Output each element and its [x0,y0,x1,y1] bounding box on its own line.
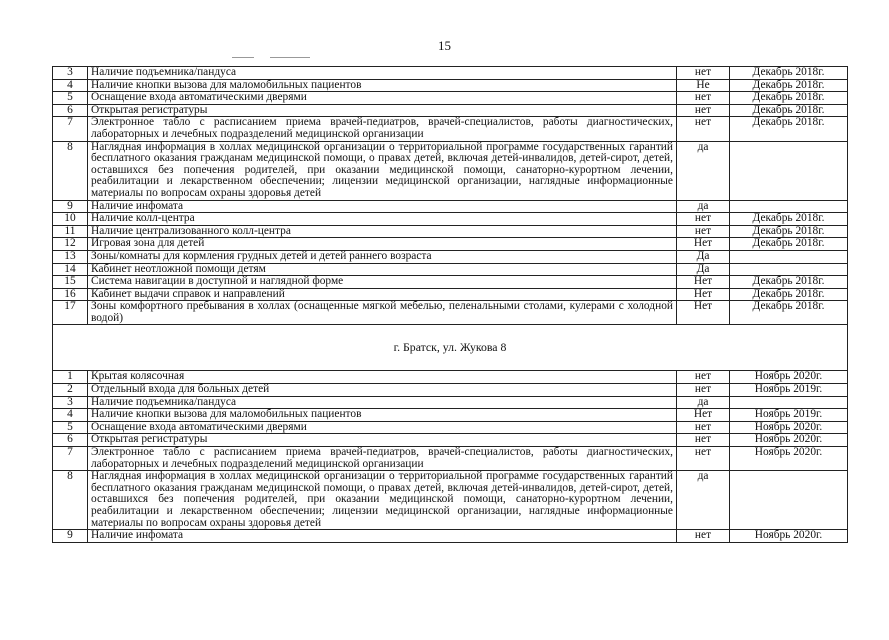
table-row [53,238,848,251]
row-description: Игровая зона для детей [88,238,677,251]
row-deadline: Декабрь 2018г. [730,238,848,251]
table-row [53,250,848,263]
row-deadline: Ноябрь 2020г. [730,371,848,384]
row-deadline: Декабрь 2018г. [730,92,848,105]
row-description: Наличие кнопки вызова для маломобильных пациентов [88,409,677,422]
table-row [53,471,848,530]
table-row [53,92,848,105]
row-description: Наглядная информация в холлах медицинской организации о территориальной программе государственных гарантий бесплатного оказания гражданам медицинской помощи, о правах детей, включая детей-инвалидов, детей-сирот, детей, оставшихся без попечения родителей, при оказании медицинской помощи, санаторно-курортном лечении, реабилитации и лекарственном обеспечении; лицензии медицинской организации, наглядные информационные материалы по вопросам охраны здоровья детей [88,471,677,530]
row-number: 17 [53,301,88,325]
row-description: Оснащение входа автоматическими дверями [88,92,677,105]
row-description: Открытая регистратуры [88,434,677,447]
section-2-header [53,325,848,371]
row-deadline: Ноябрь 2019г. [730,384,848,397]
table-row [53,200,848,213]
row-deadline: Ноябрь 2020г. [730,447,848,471]
table-row [53,371,848,384]
section-1-body [53,67,848,325]
row-status: нет [677,421,730,434]
table-row [53,301,848,325]
row-deadline [730,200,848,213]
row-number: 6 [53,104,88,117]
measures-table [52,66,848,543]
row-status: нет [677,104,730,117]
row-number: 5 [53,92,88,105]
row-description: Наличие подъемника/пандуса [88,67,677,80]
row-description: Оснащение входа автоматическими дверями [88,421,677,434]
row-deadline: Декабрь 2018г. [730,288,848,301]
table-row [53,79,848,92]
row-number: 8 [53,141,88,200]
row-deadline: Ноябрь 2020г. [730,434,848,447]
row-status: нет [677,384,730,397]
row-deadline [730,396,848,409]
row-description: Система навигации в доступной и наглядной форме [88,276,677,289]
row-status: Нет [677,276,730,289]
row-deadline: Декабрь 2018г. [730,276,848,289]
row-description: Наличие колл-центра [88,213,677,226]
row-status: нет [677,447,730,471]
row-description: Электронное табло с расписанием приема врачей-педиатров, врачей-специалистов, работы диагностических, лабораторных и лечебных подразделений медицинской организации [88,117,677,141]
row-description: Наличие инфомата [88,200,677,213]
row-deadline: Декабрь 2018г. [730,213,848,226]
table-row [53,141,848,200]
row-number: 2 [53,384,88,397]
table-row [53,276,848,289]
row-number: 7 [53,447,88,471]
row-number: 15 [53,276,88,289]
row-deadline: Ноябрь 2019г. [730,409,848,422]
table-row [53,263,848,276]
row-status: Нет [677,301,730,325]
row-status: нет [677,67,730,80]
row-description: Кабинет неотложной помощи детям [88,263,677,276]
row-description: Крытая колясочная [88,371,677,384]
row-status: Нет [677,238,730,251]
table-row [53,117,848,141]
row-number: 14 [53,263,88,276]
row-description: Открытая регистратуры [88,104,677,117]
row-deadline [730,471,848,530]
row-status: да [677,396,730,409]
row-status: нет [677,434,730,447]
row-description: Наглядная информация в холлах медицинской организации о территориальной программе государственных гарантий бесплатного оказания гражданам медицинской помощи, о правах детей, включая детей-инвалидов, детей-сирот, детей, оставшихся без попечения родителей, при оказании медицинской помощи, санаторно-курортном лечении, реабилитации и лекарственном обеспечении; лицензии медицинской организации, наглядные информационные материалы по вопросам охраны здоровья детей [88,141,677,200]
row-status: нет [677,213,730,226]
row-description: Наличие централизованного колл-центра [88,225,677,238]
row-status: Нет [677,409,730,422]
row-description: Наличие инфомата [88,530,677,543]
row-status: нет [677,92,730,105]
table-row [53,409,848,422]
row-deadline: Декабрь 2018г. [730,67,848,80]
table-row [53,288,848,301]
row-deadline: Декабрь 2018г. [730,225,848,238]
row-number: 1 [53,371,88,384]
row-number: 4 [53,79,88,92]
row-status: нет [677,371,730,384]
row-description: Наличие подъемника/пандуса [88,396,677,409]
row-description: Зоны/комнаты для кормления грудных детей и детей раннего возраста [88,250,677,263]
row-status: Да [677,263,730,276]
section-title: г. Братск, ул. Жукова 8 [53,325,848,371]
table-row [53,67,848,80]
row-status: нет [677,117,730,141]
row-number: 11 [53,225,88,238]
row-deadline: Ноябрь 2020г. [730,530,848,543]
section-2-body [53,371,848,542]
table-row [53,434,848,447]
row-number: 9 [53,200,88,213]
row-description: Кабинет выдачи справок и направлений [88,288,677,301]
row-deadline: Декабрь 2018г. [730,79,848,92]
scan-artifact [232,57,254,58]
row-number: 3 [53,396,88,409]
row-number: 6 [53,434,88,447]
row-status: да [677,200,730,213]
row-description: Отдельный входа для больных детей [88,384,677,397]
row-number: 5 [53,421,88,434]
row-deadline: Декабрь 2018г. [730,301,848,325]
row-deadline [730,250,848,263]
row-status: нет [677,225,730,238]
scan-artifact [270,57,310,58]
row-status: да [677,471,730,530]
row-status: Нет [677,288,730,301]
table-row [53,421,848,434]
row-number: 13 [53,250,88,263]
row-number: 12 [53,238,88,251]
row-status: Не [677,79,730,92]
table-row [53,530,848,543]
row-description: Зоны комфортного пребывания в холлах (оснащенные мягкой мебелью, пеленальными столами, кулерами с холодной водой) [88,301,677,325]
row-number: 9 [53,530,88,543]
row-number: 16 [53,288,88,301]
row-number: 3 [53,67,88,80]
row-deadline: Ноябрь 2020г. [730,421,848,434]
table-row [53,396,848,409]
row-description: Электронное табло с расписанием приема врачей-педиатров, врачей-специалистов, работы диагностических, лабораторных и лечебных подразделений медицинской организации [88,447,677,471]
row-deadline [730,263,848,276]
row-number: 4 [53,409,88,422]
row-status: нет [677,530,730,543]
row-deadline: Декабрь 2018г. [730,104,848,117]
table-row [53,225,848,238]
row-number: 7 [53,117,88,141]
table-row [53,384,848,397]
table-row [53,447,848,471]
page-number: 15 [438,38,451,53]
table-row [53,213,848,226]
row-status: Да [677,250,730,263]
row-number: 8 [53,471,88,530]
row-deadline: Декабрь 2018г. [730,117,848,141]
row-deadline [730,141,848,200]
row-number: 10 [53,213,88,226]
row-description: Наличие кнопки вызова для маломобильных пациентов [88,79,677,92]
table-row [53,104,848,117]
row-status: да [677,141,730,200]
section-heading-row [53,325,848,371]
